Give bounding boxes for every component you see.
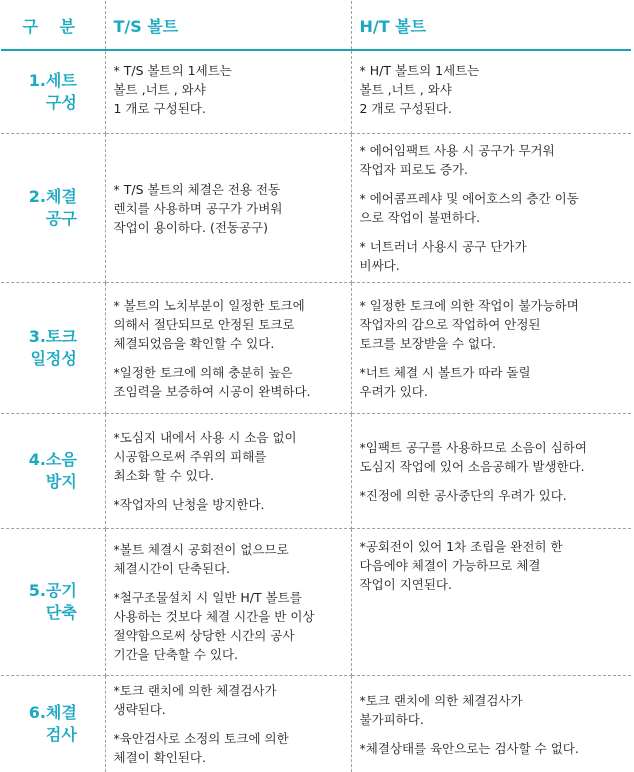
row-category-cell	[1, 529, 105, 676]
comparison-table	[1, 1, 631, 772]
ht-note: *공회전이 있어 1차 조립을 완전히 한 다음에야 체결이 가능하므로 체결 작업이 지연된다.	[360, 537, 626, 594]
ht-note: *체결상태를 육안으로는 검사할 수 없다.	[360, 739, 626, 758]
ts-cell	[105, 134, 351, 283]
header-ht-bolt: H/T 볼트	[351, 1, 631, 50]
ht-cell	[351, 134, 631, 283]
row-category-label: 2.체결 공구	[29, 186, 77, 230]
ht-note: * 에어임팩트 사용 시 공구가 무거워 작업자 피로도 증가.	[360, 141, 626, 179]
row-category-label: 3.토크 일정성	[29, 326, 77, 370]
row-category-cell	[1, 283, 105, 414]
ts-note: *육안검사로 소정의 토크에 의한 체결이 확인된다.	[114, 729, 345, 767]
table-row	[1, 50, 631, 134]
ht-cell	[351, 529, 631, 676]
row-category-cell	[1, 134, 105, 283]
ts-cell	[105, 676, 351, 772]
ts-note: *토크 랜치에 의한 체결검사가 생략된다.	[114, 681, 345, 719]
ts-note: *철구조물설치 시 일반 H/T 볼트를 사용하는 것보다 체결 시간을 반 이상 절약함으로써 상당한 시간의 공사 기간을 단축할 수 있다.	[114, 588, 345, 664]
ht-cell	[351, 50, 631, 134]
header-category: 구 분	[1, 1, 105, 50]
table-row	[1, 283, 631, 414]
table-row	[1, 414, 631, 529]
ht-note: *토크 랜치에 의한 체결검사가 불가피하다.	[360, 691, 626, 729]
ht-cell	[351, 676, 631, 772]
ht-note: * 에어콤프레샤 및 에어호스의 층간 이동 으로 작업이 불편하다.	[360, 189, 626, 227]
comparison-sheet	[1, 1, 633, 755]
row-category-label: 4.소음 방지	[29, 449, 77, 493]
row-category-label: 5.공기 단축	[29, 580, 77, 624]
table-row	[1, 676, 631, 772]
ts-cell	[105, 529, 351, 676]
ht-cell	[351, 414, 631, 529]
ts-note: * T/S 볼트의 1세트는 볼트 ,너트 , 와샤 1 개로 구성된다.	[114, 61, 345, 118]
ts-cell	[105, 283, 351, 414]
row-category-cell	[1, 414, 105, 529]
ht-note: * H/T 볼트의 1세트는 볼트 ,너트 , 와샤 2 개로 구성된다.	[360, 61, 626, 118]
ts-cell	[105, 50, 351, 134]
header-ts-bolt: T/S 볼트	[105, 1, 351, 50]
row-category-label: 1.세트 구성	[29, 70, 77, 114]
row-category-label: 6.체결 검사	[29, 702, 77, 746]
table-row	[1, 529, 631, 676]
ht-note: *진정에 의한 공사중단의 우려가 있다.	[360, 486, 626, 505]
ts-note: *볼트 체결시 공회전이 없으므로 체결시간이 단축된다.	[114, 540, 345, 578]
ht-note: * 일정한 토크에 의한 작업이 불가능하며 작업자의 감으로 작업하여 안정된 토크를 보장받을 수 없다.	[360, 296, 626, 353]
ts-note: *도심지 내에서 사용 시 소음 없이 시공함으로써 주위의 피해를 최소화 할 수 있다.	[114, 428, 345, 485]
ht-cell	[351, 283, 631, 414]
table-row	[1, 134, 631, 283]
ts-cell	[105, 414, 351, 529]
ht-note: *임팩트 공구를 사용하므로 소음이 심하여 도심지 작업에 있어 소음공해가 발생한다.	[360, 438, 626, 476]
row-category-cell	[1, 50, 105, 134]
row-category-cell	[1, 676, 105, 772]
ts-note: * 볼트의 노치부분이 일정한 토크에 의해서 절단되므로 안정된 토크로 체결되었음을 확인할 수 있다.	[114, 296, 345, 353]
ht-note: *너트 체결 시 볼트가 따라 돌릴 우려가 있다.	[360, 363, 626, 401]
ht-note: * 너트러너 사용시 공구 단가가 비싸다.	[360, 237, 626, 275]
ts-note: * T/S 볼트의 체결은 전용 전동 렌치를 사용하며 공구가 가벼워 작업이 용이하다. (전동공구)	[114, 180, 345, 237]
ts-note: *작업자의 난청을 방지한다.	[114, 495, 345, 514]
ts-note: *일정한 토크에 의해 충분히 높은 조임력을 보증하여 시공이 완벽하다.	[114, 363, 345, 401]
header-row	[1, 1, 631, 50]
